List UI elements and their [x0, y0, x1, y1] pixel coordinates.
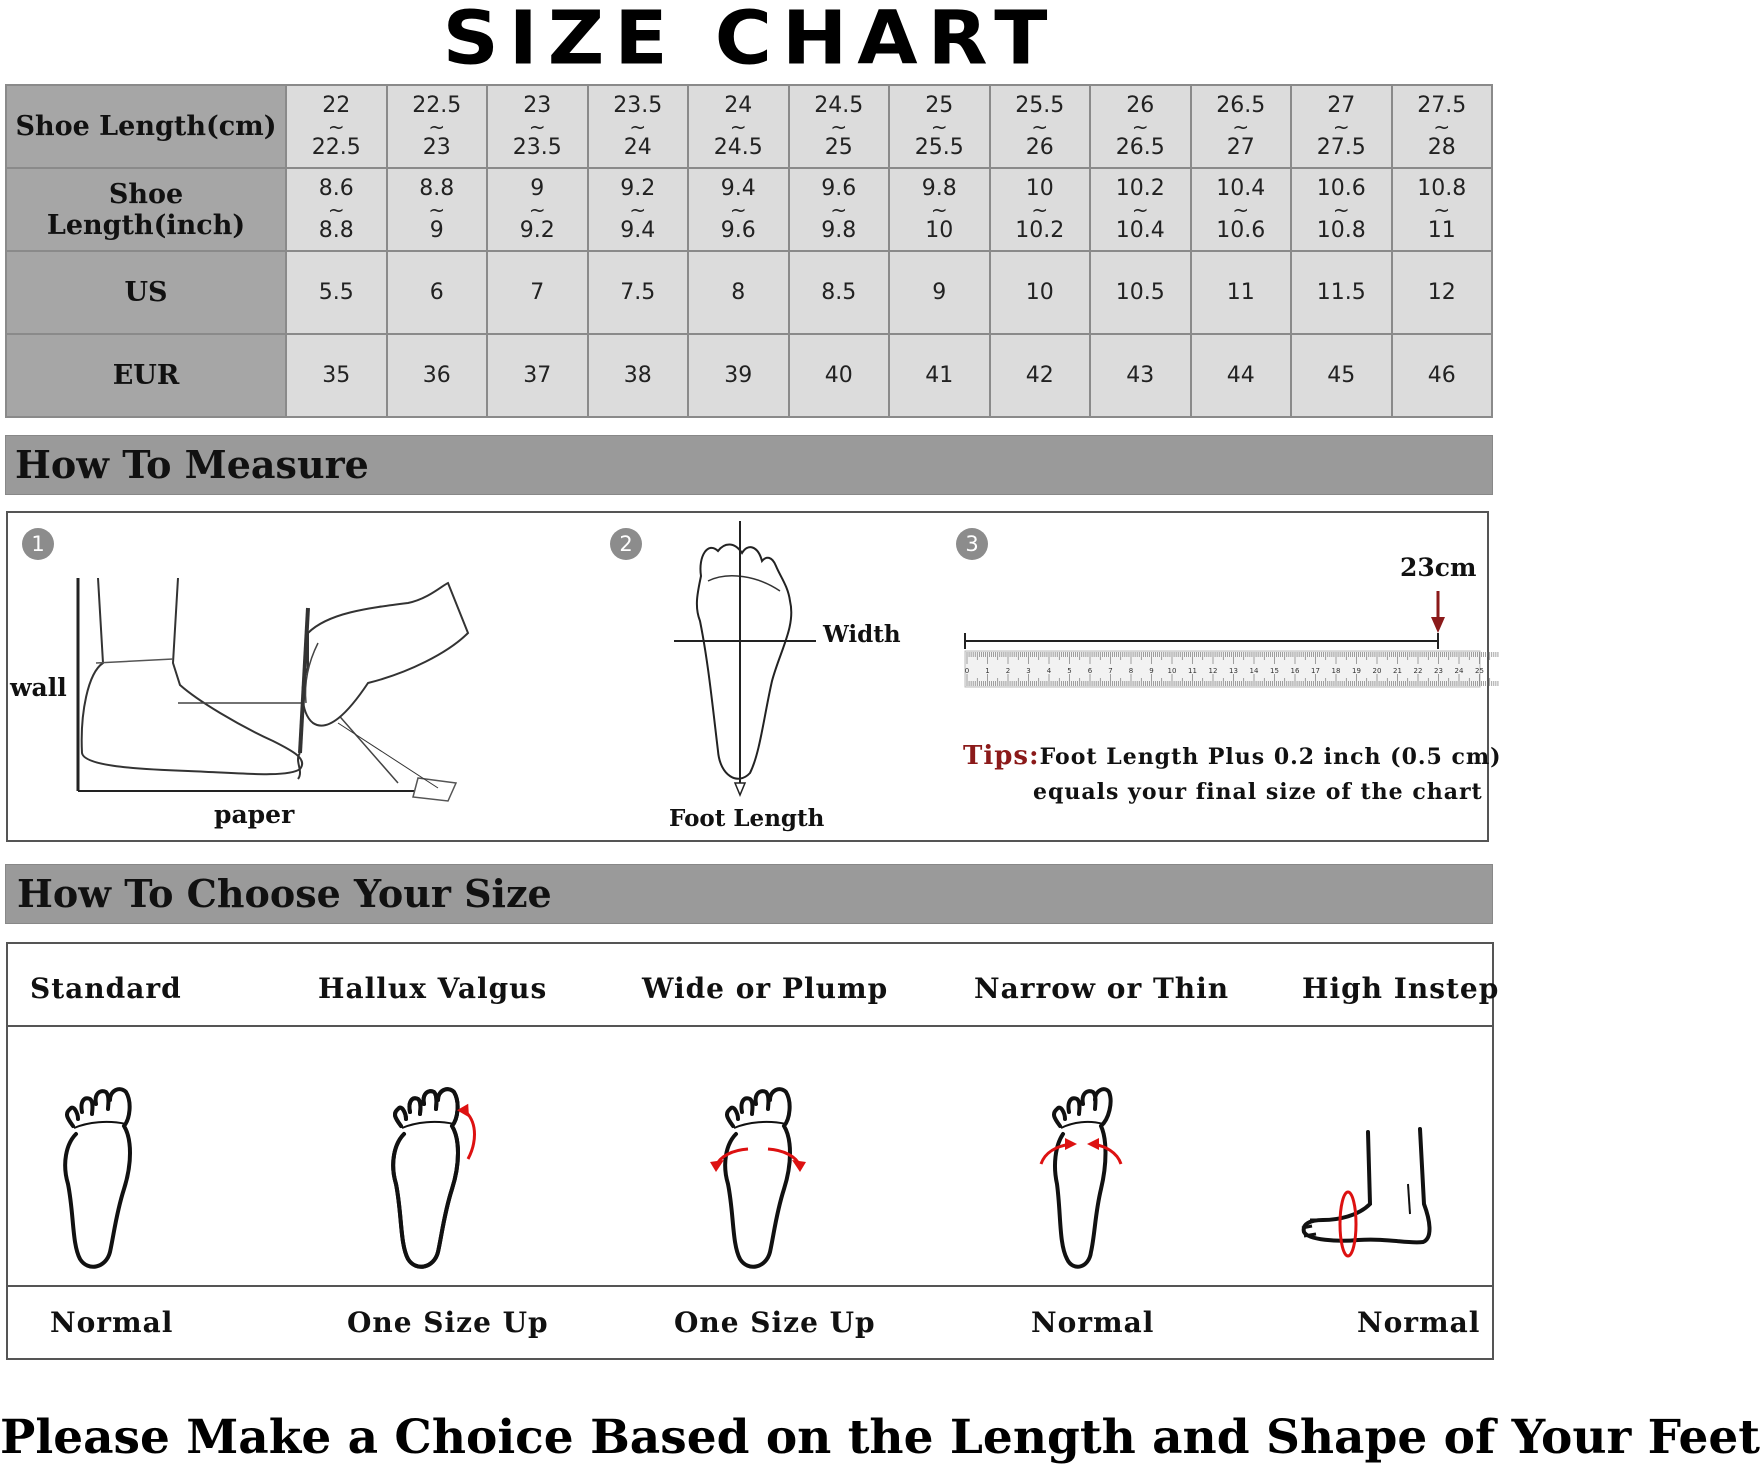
standard-foot-icon [58, 1084, 138, 1269]
size-cell: 40 [789, 334, 890, 417]
size-cell [688, 85, 789, 168]
size-cell [487, 85, 588, 168]
step-2-badge: 2 [610, 528, 642, 560]
size-cell: 7 [487, 251, 588, 334]
range-start: 27.5 [1417, 92, 1467, 118]
size-cell [789, 168, 890, 251]
measure-panel [6, 511, 1502, 842]
row-header: EUR [6, 334, 286, 417]
wide-or-plump-foot-icon [708, 1084, 808, 1269]
size-cell [1191, 85, 1292, 168]
size-cell [1392, 168, 1493, 251]
type-standard: Standard [30, 972, 182, 1005]
range-end: 26.5 [1115, 134, 1165, 160]
ruler-tick-label: 1 [985, 667, 990, 675]
wall-label: wall [10, 673, 67, 702]
size-cell [1291, 168, 1392, 251]
range-start: 9.8 [921, 175, 957, 201]
range-start: 24.5 [814, 92, 864, 118]
range-start: 10.4 [1216, 175, 1266, 201]
range-start: 9.6 [821, 175, 857, 201]
size-cell [688, 168, 789, 251]
size-cell: 8 [688, 251, 789, 334]
ruler-tick-label: 6 [1087, 667, 1093, 675]
width-label: Width [823, 621, 901, 648]
range-end: 10 [925, 217, 954, 243]
advice-hallux-valgus: One Size Up [347, 1306, 549, 1339]
size-cell [286, 85, 387, 168]
size-cell [990, 85, 1091, 168]
size-cell: 6 [387, 251, 488, 334]
range-start: 25 [925, 92, 954, 118]
range-tilde: ~ [1232, 197, 1250, 222]
size-cell [487, 168, 588, 251]
range-tilde: ~ [528, 114, 546, 139]
range-end: 28 [1427, 134, 1456, 160]
range-start: 24 [724, 92, 753, 118]
ruler-tick-label: 14 [1249, 667, 1259, 675]
ruler-tick-label: 21 [1393, 667, 1402, 675]
size-table [5, 84, 1493, 418]
type-narrow-or-thin: Narrow or Thin [974, 972, 1230, 1005]
range-end: 10.2 [1015, 217, 1065, 243]
range-tilde: ~ [830, 114, 848, 139]
ruler-tick-label: 10 [1167, 667, 1177, 675]
range-end: 11 [1427, 217, 1456, 243]
range-start: 9.4 [720, 175, 756, 201]
range-start: 23 [523, 92, 552, 118]
size-cell [286, 168, 387, 251]
range-tilde: ~ [1433, 114, 1451, 139]
range-start: 23.5 [613, 92, 663, 118]
range-end: 8.8 [318, 217, 354, 243]
ruler-tick-label: 5 [1067, 667, 1072, 675]
size-cell: 10.5 [1090, 251, 1191, 334]
range-tilde: ~ [729, 197, 747, 222]
tips-line-1: Foot Length Plus 0.2 inch (0.5 cm) [1039, 744, 1502, 770]
size-cell: 43 [1090, 334, 1191, 417]
size-cell [588, 168, 689, 251]
range-tilde: ~ [629, 114, 647, 139]
size-cell: 45 [1291, 334, 1392, 417]
size-cell: 46 [1392, 334, 1493, 417]
size-cell: 41 [889, 334, 990, 417]
advice-wide-or-plump: One Size Up [674, 1306, 876, 1339]
size-chart-title: SIZE CHART [442, 0, 1058, 82]
range-end: 23.5 [512, 134, 562, 160]
range-end: 10.4 [1115, 217, 1165, 243]
advice-standard: Normal [50, 1306, 174, 1339]
row-header: Shoe Length(cm) [6, 85, 286, 168]
size-cell [1090, 85, 1191, 168]
tips-line-2: equals your final size of the chart [1033, 779, 1483, 805]
range-start: 10.2 [1115, 175, 1165, 201]
foot-against-wall-illustration [68, 573, 468, 813]
range-tilde: ~ [528, 197, 546, 222]
range-start: 22.5 [412, 92, 462, 118]
high-instep-foot-icon [1298, 1124, 1443, 1264]
range-tilde: ~ [1131, 197, 1149, 222]
row-header: Shoe Length(inch) [6, 168, 286, 251]
range-tilde: ~ [327, 197, 345, 222]
ruler-tick-label: 0 [964, 667, 970, 675]
type-wide-or-plump: Wide or Plump [642, 972, 889, 1005]
size-cell [1090, 168, 1191, 251]
range-end: 27.5 [1316, 134, 1366, 160]
size-cell: 5.5 [286, 251, 387, 334]
ruler-tick-label: 18 [1331, 667, 1341, 675]
range-tilde: ~ [930, 114, 948, 139]
ruler-tick-label: 9 [1149, 667, 1154, 675]
type-high-instep: High Instep [1302, 972, 1500, 1005]
advice-high-instep: Normal [1357, 1306, 1481, 1339]
range-tilde: ~ [1433, 197, 1451, 222]
range-tilde: ~ [1031, 114, 1049, 139]
ruler-tick-label: 25 [1475, 667, 1484, 675]
step-1-badge: 1 [22, 528, 54, 560]
row-shoe-length-inch [6, 168, 1492, 251]
footer-instruction: Please Make a Choice Based on the Length and Shape of Your Feet [0, 1410, 1760, 1465]
size-cell [1191, 168, 1292, 251]
ruler-tick-label: 2 [1005, 667, 1011, 675]
size-cell [588, 85, 689, 168]
choose-panel [6, 942, 1500, 1360]
size-cell: 7.5 [588, 251, 689, 334]
range-tilde: ~ [1031, 197, 1049, 222]
range-tilde: ~ [1131, 114, 1149, 139]
range-end: 25 [824, 134, 853, 160]
ruler-tick-label: 15 [1270, 667, 1279, 675]
tips-label: Tips: [963, 741, 1040, 771]
range-tilde: ~ [729, 114, 747, 139]
range-end: 9 [429, 217, 444, 243]
ruler-tick-label: 13 [1229, 667, 1238, 675]
range-start: 9 [530, 175, 545, 201]
size-cell [889, 85, 990, 168]
range-end: 10.8 [1316, 217, 1366, 243]
size-cell [1392, 85, 1493, 168]
range-start: 27 [1327, 92, 1356, 118]
ruler-tick-label: 17 [1311, 667, 1320, 675]
ruler-tick-label: 7 [1108, 667, 1113, 675]
range-start: 10.6 [1316, 175, 1366, 201]
foot-length-label: Foot Length [669, 805, 825, 832]
range-end: 10.6 [1216, 217, 1266, 243]
size-cell: 44 [1191, 334, 1292, 417]
advice-narrow-or-thin: Normal [1031, 1306, 1155, 1339]
range-start: 26.5 [1216, 92, 1266, 118]
size-cell: 37 [487, 334, 588, 417]
ruler-tick-label: 16 [1290, 667, 1300, 675]
paper-label: paper [214, 800, 295, 829]
size-cell: 11 [1191, 251, 1292, 334]
narrow-or-thin-foot-icon [1033, 1084, 1133, 1269]
range-start: 10.8 [1417, 175, 1467, 201]
ruler-tick-label: 12 [1208, 667, 1218, 675]
size-cell [1291, 85, 1392, 168]
range-end: 27 [1226, 134, 1255, 160]
step-3-badge: 3 [956, 528, 988, 560]
ruler-tick-label: 11 [1188, 667, 1197, 675]
ruler-tick-label: 23 [1434, 667, 1443, 675]
size-cell [387, 168, 488, 251]
ruler-tick-label: 24 [1454, 667, 1464, 675]
size-cell: 12 [1392, 251, 1493, 334]
range-end: 23 [422, 134, 451, 160]
type-hallux-valgus: Hallux Valgus [318, 972, 548, 1005]
size-cell: 36 [387, 334, 488, 417]
foot-sole-measure-illustration [668, 521, 828, 806]
range-tilde: ~ [428, 114, 446, 139]
size-cell [789, 85, 890, 168]
range-end: 9.8 [821, 217, 857, 243]
range-start: 26 [1126, 92, 1155, 118]
range-tilde: ~ [1332, 197, 1350, 222]
size-cell: 8.5 [789, 251, 890, 334]
range-start: 10 [1025, 175, 1054, 201]
range-start: 22 [322, 92, 351, 118]
range-tilde: ~ [830, 197, 848, 222]
row-eur [6, 334, 1492, 417]
ruler-illustration [963, 591, 1483, 696]
range-tilde: ~ [1232, 114, 1250, 139]
range-tilde: ~ [428, 197, 446, 222]
size-cell: 9 [889, 251, 990, 334]
range-start: 9.2 [620, 175, 656, 201]
range-start: 8.6 [318, 175, 354, 201]
range-tilde: ~ [1332, 114, 1350, 139]
range-start: 8.8 [419, 175, 455, 201]
range-end: 9.6 [720, 217, 756, 243]
ruler-tick-label: 8 [1128, 667, 1134, 675]
range-tilde: ~ [930, 197, 948, 222]
how-to-choose-heading: How To Choose Your Size [5, 864, 1493, 924]
range-end: 9.2 [519, 217, 555, 243]
range-end: 26 [1025, 134, 1054, 160]
ruler-marker-label: 23cm [1400, 553, 1477, 582]
range-end: 24.5 [713, 134, 763, 160]
row-shoe-length-cm [6, 85, 1492, 168]
size-cell: 39 [688, 334, 789, 417]
size-cell [387, 85, 488, 168]
size-cell: 11.5 [1291, 251, 1392, 334]
range-end: 22.5 [311, 134, 361, 160]
size-cell [990, 168, 1091, 251]
size-cell: 38 [588, 334, 689, 417]
row-header: US [6, 251, 286, 334]
hallux-valgus-foot-icon [386, 1084, 486, 1269]
ruler-tick-label: 3 [1026, 667, 1031, 675]
row-us [6, 251, 1492, 334]
range-end: 25.5 [914, 134, 964, 160]
range-end: 9.4 [620, 217, 656, 243]
size-cell: 42 [990, 334, 1091, 417]
range-tilde: ~ [629, 197, 647, 222]
size-cell [889, 168, 990, 251]
size-cell: 10 [990, 251, 1091, 334]
ruler-tick-label: 19 [1352, 667, 1361, 675]
range-start: 25.5 [1015, 92, 1065, 118]
range-end: 24 [623, 134, 652, 160]
how-to-measure-heading: How To Measure [5, 435, 1493, 495]
ruler-tick-label: 20 [1372, 667, 1382, 675]
ruler-tick-label: 22 [1413, 667, 1423, 675]
range-tilde: ~ [327, 114, 345, 139]
ruler-tick-label: 4 [1046, 667, 1052, 675]
size-cell: 35 [286, 334, 387, 417]
